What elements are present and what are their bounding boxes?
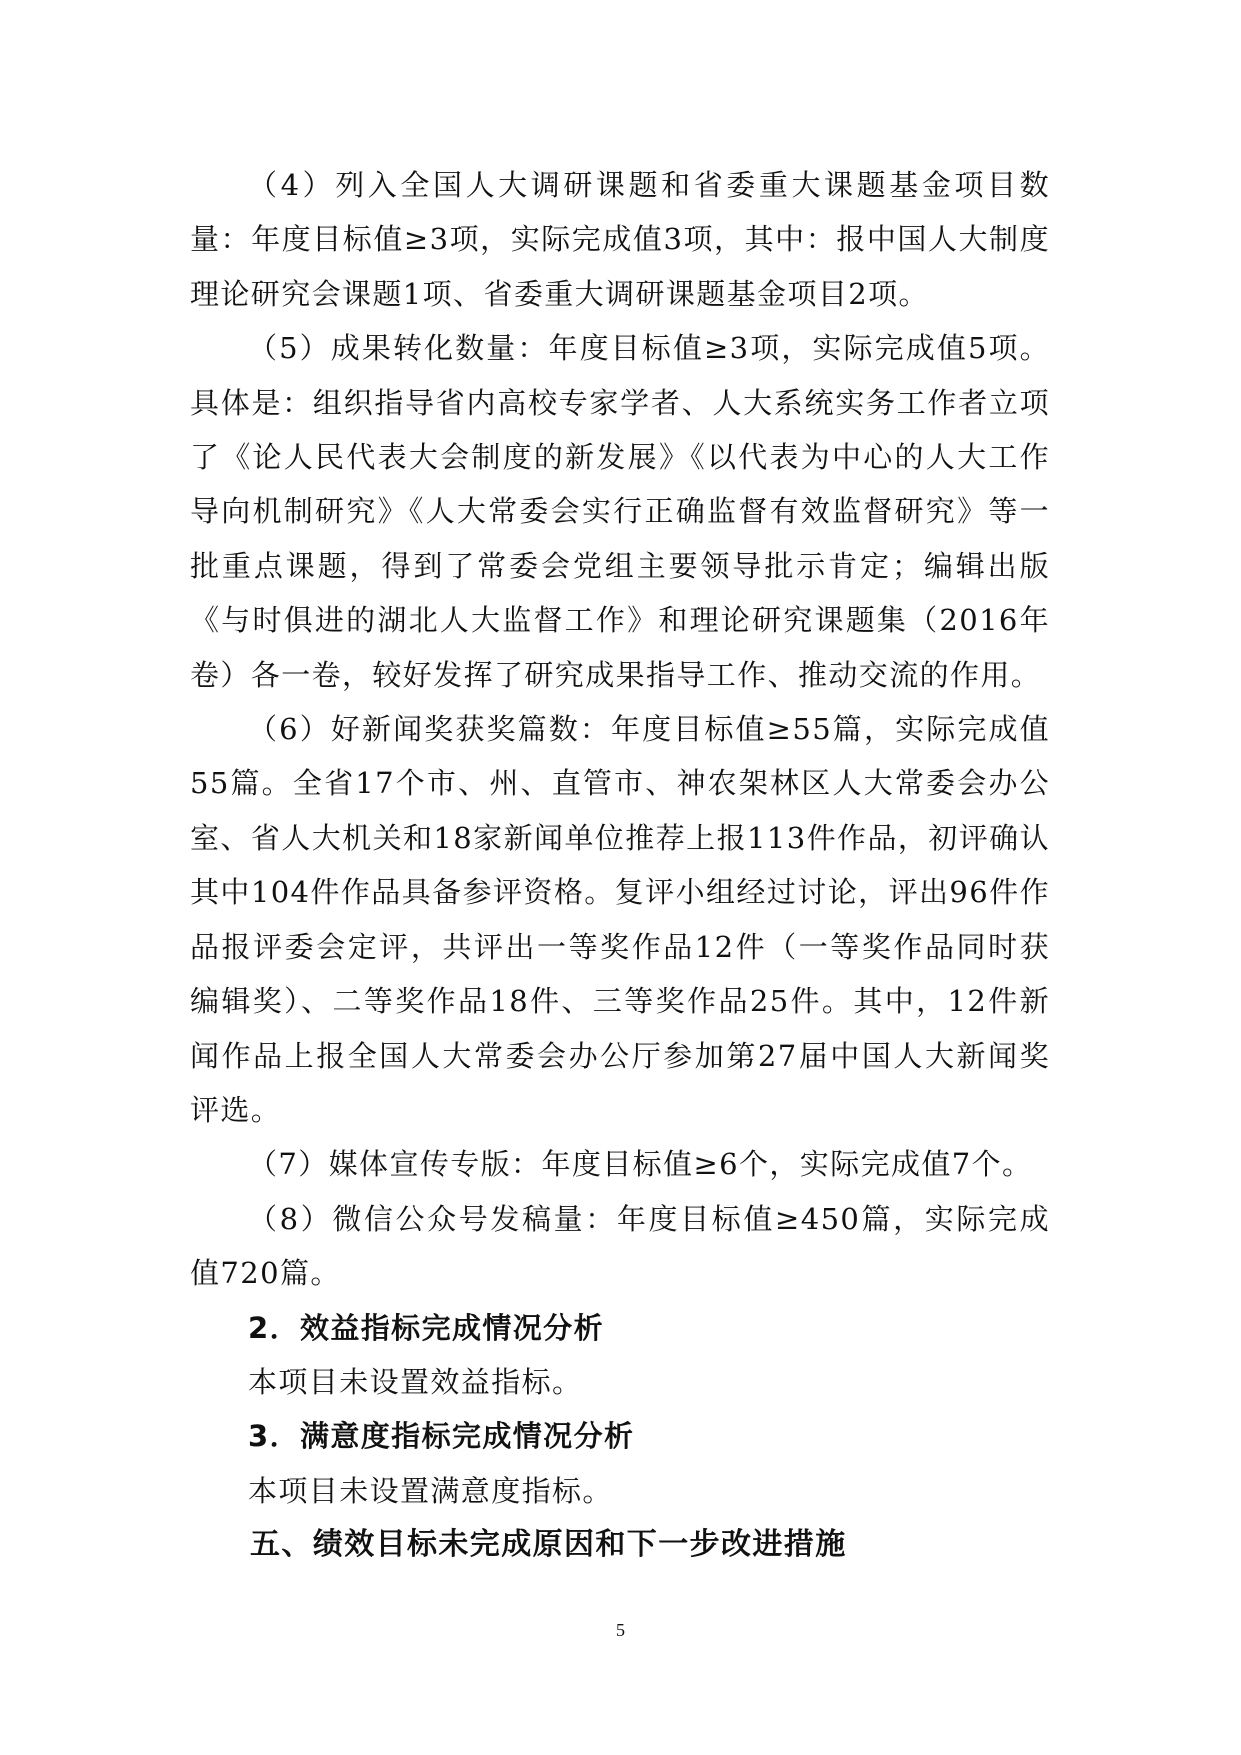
satisfaction-heading: 3．满意度指标完成情况分析 — [248, 1419, 635, 1454]
paragraph-media-pages: （7）媒体宣传专版：年度目标值≥6个，实际完成值7个。 — [248, 1147, 1033, 1182]
paragraph-research-projects: （4）列入全国人大调研课题和省委重大课题基金项目数量：年度目标值≥3项，实际完成值3项，其中：报中国人大制度理论研究会课题1项、省委重大调研课题基金项目2项。 — [190, 168, 1050, 311]
satisfaction-text: 本项目未设置满意度指标。 — [248, 1473, 613, 1508]
paragraph-news-awards: （6）好新闻奖获奖篇数：年度目标值≥55篇，实际完成值55篇。全省17个市、州、直管市、神农架林区人大常委会办公室、省人大机关和18家新闻单位推荐上报113件作品，初评确认其中104件作品具备参评资格。复评小组经过讨论，评出96件作品报评委会定评，共评出一等奖作品12件（一等奖作品同时获编辑奖）、二等奖作品18件、三等奖作品25件。其中，12件新闻作品上报全国人大常委会办公厅参加第27届中国人大新闻奖评选。 — [190, 712, 1050, 1127]
document-body — [190, 158, 1050, 1573]
benefit-heading: 2．效益指标完成情况分析 — [248, 1310, 604, 1345]
paragraph-outcome-conversion: （5）成果转化数量：年度目标值≥3项，实际完成值5项。具体是：组织指导省内高校专家学者、人大系统实务工作者立项了《论人民代表大会制度的新发展》《以代表为中心的人大工作导向机制研究》《人大常委会实行正确监督有效监督研究》等一批重点课题，得到了常委会党组主要领导批示肯定；编辑出版《与时俱进的湖北人大监督工作》和理论研究课题集（2016年卷）各一卷，较好发挥了研究成果指导工作、推动交流的作用。 — [190, 331, 1050, 692]
paragraph-wechat-posts: （8）微信公众号发稿量：年度目标值≥450篇，实际完成值720篇。 — [190, 1201, 1050, 1291]
section-heading: 五、绩效目标未完成原因和下一步改进措施 — [250, 1527, 847, 1563]
benefit-text: 本项目未设置效益指标。 — [248, 1364, 583, 1399]
page-number: 5 — [616, 1620, 625, 1640]
